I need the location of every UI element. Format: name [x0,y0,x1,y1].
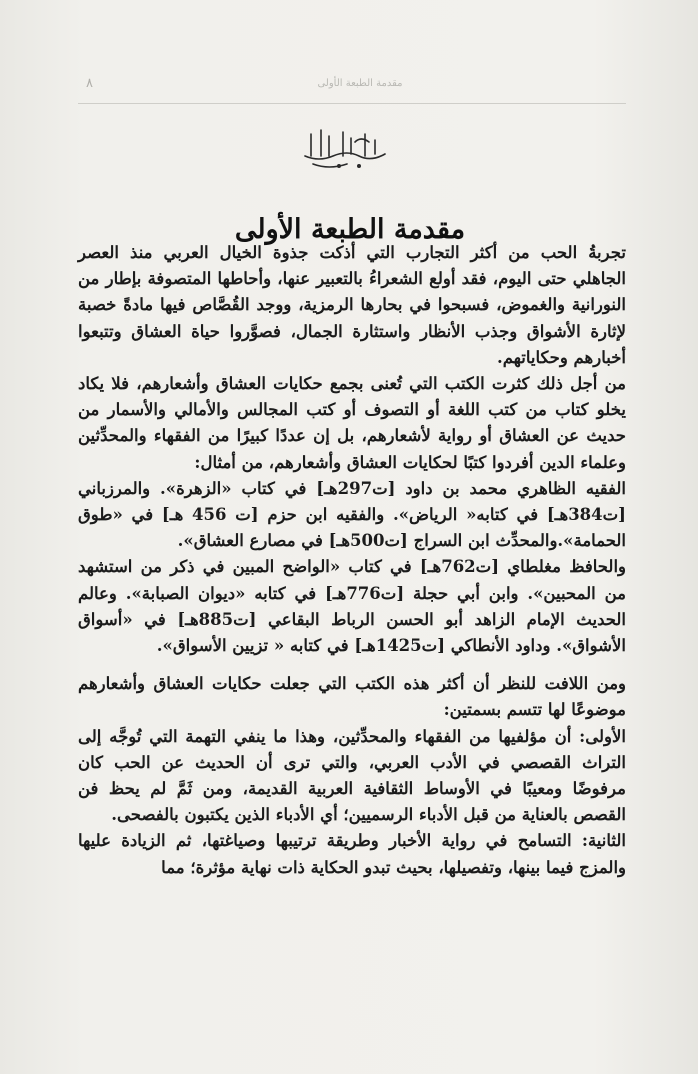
paragraph: الأولى: أن مؤلفيها من الفقهاء والمحدِّثين، وهذا ما ينفي التهمة التي تُوجَّه إلى التراث القصصي في الأدب العربي، والتي ترى أن الحديث عن الحب كان مرفوضًا ومعيبًا في الأوساط الثقافية العربية القديمة، ومن ثَمَّ لم يحظ فن القصص بالعناية من قبل الأدباء الرسميين؛ أي الأدباء الذين يكتبون بالفصحى. [78,726,626,825]
body-text [78,240,626,881]
paragraph: ومن اللافت للنظر أن أكثر هذه الكتب التي جعلت حكايات العشاق وأشعارهم موضوعًا لها تتسم بسمتين: [78,674,626,720]
header-rule [78,103,626,104]
page-title: مقدمة الطبعة الأولى [234,214,466,246]
paragraph: الفقيه الظاهري محمد بن داود [ت297هـ] في كتاب «الزهرة». والمرزباني [ت384هـ] في كتابه« الرياض». والفقيه ابن حزم [ت 456 هـ] في «طوق الحمامة».والمحدِّث ابن السراج [ت500هـ] في مصارع العشاق». [78,478,626,551]
page-number: ٨ [86,76,93,91]
paragraph: والحافظ مغلطاي [ت762هـ] في كتاب «الواضح المبين في ذكر من استشهد من المحبين». وابن أبي حجلة [ت776هـ] في كتابه «ديوان الصبابة». وعالم الحديث الإمام الزاهد أبو الحسن الرباط البقاعي [ت885هـ] في «أسواق الأشواق». وداود الأنطاكي [ت1425هـ] في كتابه « تزيين الأسواق». [78,557,626,656]
paragraph: من أجل ذلك كثرت الكتب التي تُعنى بجمع حكايات العشاق وأشعارهم، فلا يكاد يخلو كتاب من كتب اللغة أو التصوف أو كتب المجالس والأمالي والأسمار من حديث عن العشاق أو رواية لأشعارهم، بل إن عددًا كبيرًا من الفقهاء والمحدِّثين وعلماء الدين أفردوا كتبًا لحكايات العشاق وأشعارهم، من أمثال: [78,374,626,472]
running-head: مقدمة الطبعة الأولى [317,78,403,89]
paragraph: الثانية: التسامح في رواية الأخبار وطريقة ترتيبها وصياغتها، ثم الزيادة عليها والمزج فيما بينها، وتفصيلها، بحيث تبدو الحكاية ذات نهاية مؤثرة؛ مما [78,831,626,877]
basmala-calligraphy [299,126,391,172]
paragraph: تجربةُ الحب من أكثر التجارب التي أذكت جذوة الخيال العربي منذ العصر الجاهلي حتى اليوم، فقد أولع الشعراءُ بالتعبير عنها، وأحاطها المتصوفة بإطار من النورانية والغموض، فسبحوا في بحارها الرمزية، ووجد القُصَّاص فيها مادةً خصبة لإثارة الأشواق وجذب الأنظار واستثارة الجمال، فصوَّروا حياة العشاق وتتبعوا أخبارهم وحكاياتهم. [78,243,626,367]
